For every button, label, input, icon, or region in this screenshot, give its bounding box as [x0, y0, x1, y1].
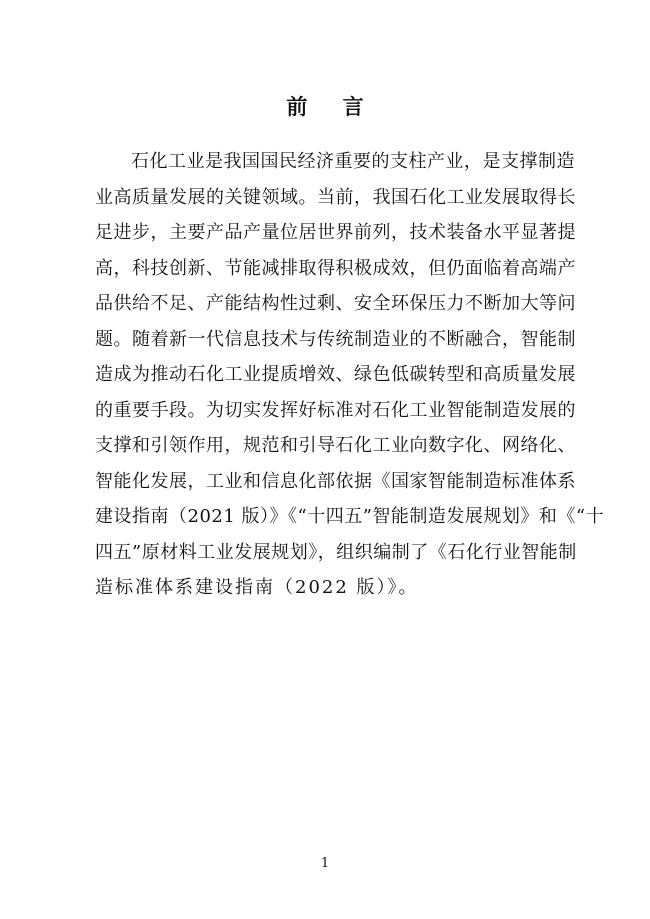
page-title: 前 言	[286, 94, 378, 119]
paragraph-line: 造成为推动石化工业提质增效、绿色低碳转型和高质量发展	[95, 364, 576, 385]
paragraph-line: 品供给不足、产能结构性过剩、安全环保压力不断加大等问	[95, 293, 576, 314]
paragraph-line: 的重要手段。为切实发挥好标准对石化工业智能制造发展的	[95, 399, 576, 421]
paragraph-line: 建设指南（2021 版）》《“十四五”智能制造发展规划》和《“十	[95, 506, 605, 527]
paragraph-line: 足进步，主要产品产量位居世界前列，技术装备水平显著提	[95, 222, 576, 243]
paragraph-line: 题。随着新一代信息技术与传统制造业的不断融合，智能制	[95, 328, 576, 350]
paragraph-line: 支撑和引领作用，规范和引导石化工业向数字化、网络化、	[95, 435, 576, 456]
paragraph-line: 高，科技创新、节能减排取得积极成效，但仍面临着高端产	[95, 257, 576, 279]
paragraph-line: 智能化发展，工业和信息化部依据《国家智能制造标准体系	[95, 470, 576, 492]
paragraph-line: 石化工业是我国国民经济重要的支柱产业，是支撑制造	[131, 151, 575, 172]
paragraph-line: 业高质量发展的关键领域。当前，我国石化工业发展取得长	[95, 186, 576, 208]
page-number: 1	[320, 856, 330, 871]
preface-paragraph	[95, 144, 605, 606]
paragraph-line: 四五”原材料工业发展规划》，组织编制了《石化行业智能制	[95, 541, 577, 563]
paragraph-line: 造标准体系建设指南（2022 版）》。	[95, 577, 419, 598]
